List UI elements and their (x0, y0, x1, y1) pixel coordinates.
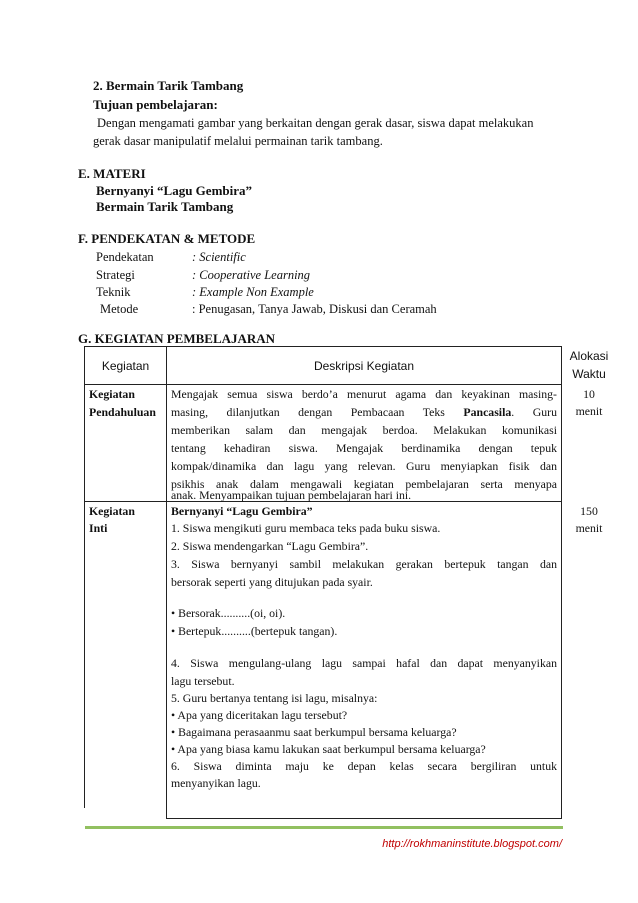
table-bottom-border (166, 818, 562, 819)
row1-label-line2: Pendahuluan (89, 405, 156, 419)
header-alokasi: Alokasi (569, 349, 609, 363)
teknik-value: : Example Non Example (192, 285, 314, 299)
row2-line: 6. Siswa diminta maju ke depan kelas secara bergiliran untuk (171, 759, 557, 773)
header-deskripsi: Deskripsi Kegiatan (313, 359, 415, 373)
row2-time-unit: menit (575, 521, 603, 535)
row1-time-value: 10 (583, 387, 595, 401)
row2-line: • Bertepuk..........(bertepuk tangan). (171, 624, 338, 638)
row2-line: menyanyikan lagu. (171, 776, 261, 790)
row1-line: anak. Menyampaikan tujuan pembelajaran hari ini. (171, 488, 412, 502)
row2-label-line1: Kegiatan (89, 504, 135, 518)
activity-title: 2. Bermain Tarik Tambang (93, 78, 244, 93)
row2-line: 1. Siswa mengikuti guru membaca teks pada buku siswa. (171, 521, 441, 535)
row2-line: 4. Siswa mengulang-ulang lagu sampai hafal dan dapat menyanyikan (171, 656, 557, 670)
materi-item-2: Bermain Tarik Tambang (96, 199, 234, 214)
row2-line: • Apa yang diceritakan lagu tersebut? (171, 708, 348, 722)
table-left-border (84, 346, 85, 808)
footer-link[interactable]: http://rokhmaninstitute.blogspot.com/ (382, 838, 562, 850)
pendekatan-value: : Scientific (192, 250, 246, 264)
materi-item-1: Bernyanyi “Lagu Gembira” (96, 183, 253, 198)
pendekatan-label: Pendekatan (96, 250, 154, 264)
row2-line: 3. Siswa bernyanyi sambil melakukan gerakan bertepuk tangan dan (171, 557, 557, 571)
goal-line-1: Dengan mengamati gambar yang berkaitan dengan gerak dasar, siswa dapat melakukan (97, 116, 534, 130)
goal-label: Tujuan pembelajaran: (93, 97, 218, 112)
row1-line: masing, dilanjutkan dengan Pembacaan Teks Pancasila. Guru (171, 405, 557, 419)
section-f-heading: F. PENDEKATAN & METODE (78, 231, 256, 246)
table-col1-divider (166, 346, 167, 818)
row1-line: psikhis anak dalam mengawali kegiatan pembelajaran serta menyapa (171, 477, 557, 491)
row1-line: tentang kehadiran siswa. Mengajak berdinamika dengan tepuk (171, 441, 557, 455)
pancasila-emphasis: Pancasila (463, 405, 512, 419)
teknik-label: Teknik (96, 285, 131, 299)
row2-line: • Bagaimana perasaanmu saat berkumpul bersama keluarga? (171, 725, 457, 739)
row2-title: Bernyanyi “Lagu Gembira” (171, 504, 313, 518)
header-kegiatan: Kegiatan (101, 359, 150, 373)
row2-line: 2. Siswa mendengarkan “Lagu Gembira”. (171, 539, 369, 553)
row2-line: • Bersorak..........(oi, oi). (171, 606, 286, 620)
section-e-heading: E. MATERI (78, 166, 146, 181)
strategi-value: : Cooperative Learning (192, 268, 311, 282)
row2-time-value: 150 (580, 504, 598, 518)
row1-line: Mengajak semua siswa berdo’a menurut agama dan keyakinan masing- (171, 387, 557, 401)
table-top-border (84, 346, 562, 347)
metode-label: Metode (100, 302, 139, 316)
goal-line-2: gerak dasar manipulatif melalui permainan tarik tambang. (93, 134, 383, 148)
strategi-label: Strategi (96, 268, 135, 282)
row2-line: bersorak seperti yang ditujukan pada syair. (171, 575, 373, 589)
row1-time-unit: menit (575, 404, 603, 418)
section-g-heading: G. KEGIATAN PEMBELAJARAN (78, 331, 276, 346)
row2-line: lagu tersebut. (171, 674, 235, 688)
row1-label-line1: Kegiatan (89, 387, 135, 401)
row1-line: kompak/dinamika dan lagu yang relevan. Guru menyiapkan fisik dan (171, 459, 557, 473)
header-waktu: Waktu (572, 367, 606, 381)
footer-divider (85, 826, 563, 829)
row2-label-line2: Inti (89, 521, 108, 535)
row1-line: memberikan salam dan mengajak berdoa. Melakukan komunikasi (171, 423, 557, 437)
metode-value: : Penugasan, Tanya Jawab, Diskusi dan Ceramah (192, 302, 437, 316)
row2-line: • Apa yang biasa kamu lakukan saat berkumpul bersama keluarga? (171, 742, 486, 756)
row2-line: 5. Guru bertanya tentang isi lagu, misalnya: (171, 691, 378, 705)
